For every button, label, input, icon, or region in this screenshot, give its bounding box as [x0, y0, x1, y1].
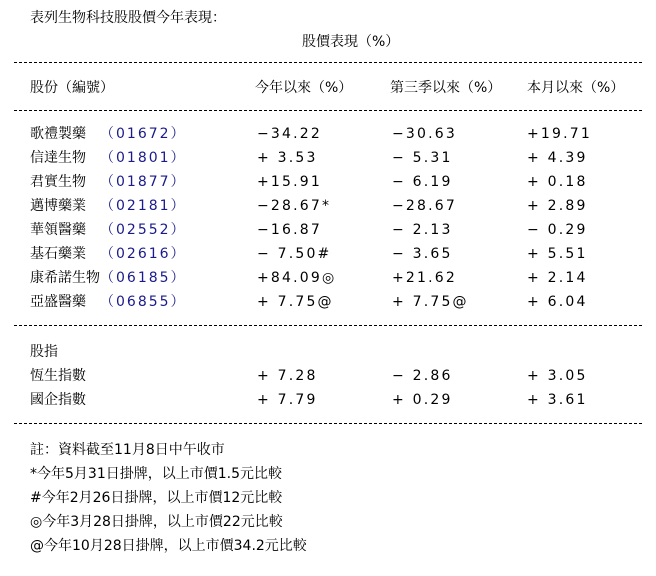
- q3-value: −28.67: [392, 198, 458, 214]
- header-ytd: 今年以來（%）: [255, 80, 353, 96]
- stock-name: 基石藥業: [30, 246, 86, 262]
- q3-value: − 5.31: [392, 150, 453, 166]
- header-q3: 第三季以來（%）: [390, 80, 502, 96]
- stock-code: （02616）: [100, 246, 187, 262]
- month-value: + 3.05: [527, 368, 588, 384]
- stock-code: （06185）: [100, 270, 187, 286]
- q3-value: − 2.13: [392, 222, 453, 238]
- table-row: [0, 369, 656, 389]
- table-row: [0, 223, 656, 243]
- table-row: [0, 127, 656, 147]
- q3-value: −30.63: [392, 126, 458, 142]
- note-source: 註：資料截至11月8日中午收市: [30, 442, 225, 458]
- divider-indices: [14, 423, 642, 424]
- note-at: @今年10月28日掛牌，以上市價34.2元比較: [30, 538, 307, 554]
- stock-code: （01672）: [100, 126, 187, 142]
- stock-name: 君實生物: [30, 174, 86, 190]
- ytd-value: +84.09◎: [257, 270, 337, 286]
- month-value: + 4.39: [527, 150, 588, 166]
- stock-code: （01877）: [100, 174, 187, 190]
- document-title: 表列生物科技股股價今年表現：: [30, 10, 226, 26]
- stock-name: 亞盛醫藥: [30, 294, 86, 310]
- ytd-value: −28.67*: [257, 198, 332, 214]
- ytd-value: −16.87: [257, 222, 323, 238]
- stock-name: 華領醫藥: [30, 222, 86, 238]
- table-row: [0, 175, 656, 195]
- stock-name: 信達生物: [30, 150, 86, 166]
- index-name: 恆生指數: [30, 368, 86, 384]
- month-value: + 3.61: [527, 392, 588, 408]
- q3-value: − 3.65: [392, 246, 453, 262]
- note-asterisk: *今年5月31日掛牌，以上市價1.5元比較: [30, 466, 282, 482]
- divider-header: [14, 110, 642, 111]
- divider-top: [14, 62, 642, 63]
- ytd-value: −34.22: [257, 126, 323, 142]
- stock-code: （02552）: [100, 222, 187, 238]
- ytd-value: +15.91: [257, 174, 323, 190]
- q3-value: − 2.86: [392, 368, 453, 384]
- document-subtitle: 股價表現（%）: [302, 34, 400, 50]
- index-name: 國企指數: [30, 392, 86, 408]
- ytd-value: + 7.79: [257, 392, 318, 408]
- table-row: [0, 271, 656, 291]
- note-hash: #今年2月26日掛牌，以上市價12元比較: [30, 490, 283, 506]
- table-row: [0, 199, 656, 219]
- q3-value: +21.62: [392, 270, 458, 286]
- ytd-value: + 7.28: [257, 368, 318, 384]
- stock-name: 邁博藥業: [30, 198, 86, 214]
- header-stock: 股份（編號）: [30, 80, 114, 96]
- ytd-value: + 7.75@: [257, 294, 334, 310]
- month-value: + 2.14: [527, 270, 588, 286]
- header-month: 本月以來（%）: [527, 80, 625, 96]
- month-value: + 0.18: [527, 174, 588, 190]
- ytd-value: + 3.53: [257, 150, 318, 166]
- table-row: [0, 393, 656, 413]
- table-row: [0, 151, 656, 171]
- ytd-value: − 7.50#: [257, 246, 332, 262]
- stock-code: （01801）: [100, 150, 187, 166]
- stock-name: 歌禮製藥: [30, 126, 86, 142]
- month-value: + 6.04: [527, 294, 588, 310]
- stock-code: （06855）: [100, 294, 187, 310]
- month-value: + 5.51: [527, 246, 588, 262]
- q3-value: − 6.19: [392, 174, 453, 190]
- month-value: + 2.89: [527, 198, 588, 214]
- q3-value: + 0.29: [392, 392, 453, 408]
- stock-code: （02181）: [100, 198, 187, 214]
- month-value: − 0.29: [527, 222, 588, 238]
- divider-stocks: [14, 325, 642, 326]
- month-value: +19.71: [527, 126, 593, 142]
- note-circle: ◎今年3月28日掛牌，以上市價22元比較: [30, 514, 283, 530]
- index-section-label: 股指: [30, 344, 58, 360]
- table-row: [0, 295, 656, 315]
- q3-value: + 7.75@: [392, 294, 469, 310]
- table-row: [0, 247, 656, 267]
- stock-name: 康希諾生物: [30, 270, 100, 286]
